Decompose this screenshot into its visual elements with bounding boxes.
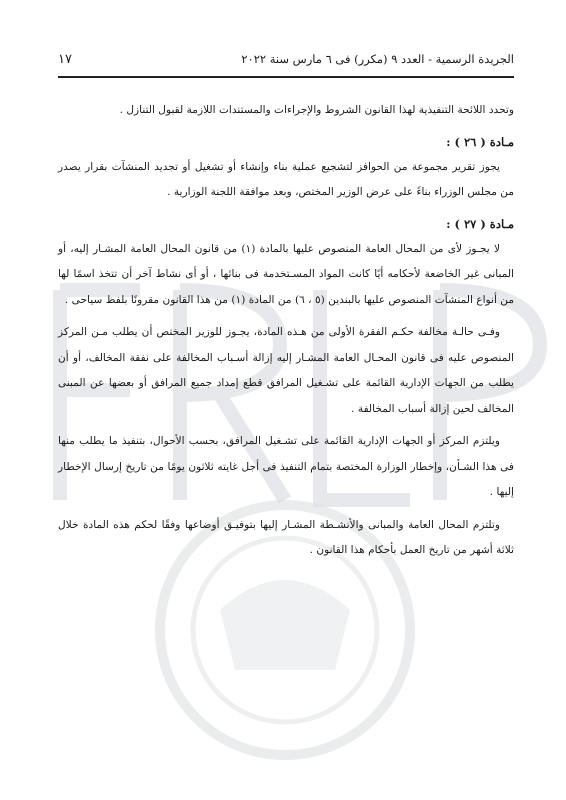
paragraph-5: ويلتزم المركز أو الجهات الإدارية القائمة على تشـغيل المرافق، بحسب الأحوال، بتنفيذ ما يطلب منها فى هذا الشـأن، وإخطار الوزارة المختصة بتمام التنفيذ فى أجل غايته ثلاثون يومًا من تاريخ إرسال الإخطار إليها . xyxy=(58,435,514,498)
paragraph-4: وفـى حالـة مخالفة حكـم الفقرة الأولى من هـذه المادة، يجـوز للوزير المختص أن يطلب مـن المركز المنصوص عليه فى قانون المحـال العامة المشـار إليه إزالة أسـباب المخالفة على نفقة المخالف، أو أن يطلب من الجهات الإدارية القائمة على تشـغيل المرافق قطع إمداد جميع المرافق أو بعضها عن المبنى المخالف لحين إزالة أسباب المخالفة . xyxy=(58,326,514,415)
page-header xyxy=(58,48,514,70)
article-27-heading: مـادة ( ٢٧ ) : xyxy=(446,216,514,231)
paragraph-3: لا يجـوز لأى من المحال العامة المنصوص عليها بالمادة (١) من قانون المحال العامة المشـار إليه، أو المبانى غير الخاضعة لأحكامه أيًا كانت المواد المسـتخدمة فى بنائها ، أو أى نشاط آخر أن تتخذ اسمًا لها من أنواع المنشآت المنصوص عليها بالبندين (٥ ، ٦) من المادة (١) من هذا القانون مقرونًا بلفظ سياحى . xyxy=(58,242,514,306)
document-page xyxy=(58,48,514,768)
header-rule xyxy=(58,76,514,78)
paragraph-6: وتلتزم المحال العامة والمبانى والأنشـطة المشـار إليها بتوفيـق أوضاعها وفقًا لحكم هذه المادة خلال ثلاثة أشهر من تاريخ العمل بأحكام هذا القانون . xyxy=(58,518,514,556)
running-title: الجريدة الرسمية - العدد ٩ (مكرر) فى ٦ مارس سنة ٢٠٢٢ xyxy=(241,52,514,66)
paragraph-1: وتحدد اللائحة التنفيذية لهذا القانون الشروط والإجراءات والمستندات اللازمة لقبول التنازل . xyxy=(119,104,514,116)
article-26-heading: مـادة ( ٢٦ ) : xyxy=(446,134,514,149)
paragraph-2: يجوز تقرير مجموعة من الحوافز لتشجيع عملية بناء وإنشاء أو تشغيل أو تجديد المنشآت بقرار يصدر من مجلس الوزراء بناءً على عرض الوزير المختص، وبعد موافقة اللجنة الوزارية . xyxy=(58,160,514,198)
page-number: ١٧ xyxy=(58,51,72,67)
